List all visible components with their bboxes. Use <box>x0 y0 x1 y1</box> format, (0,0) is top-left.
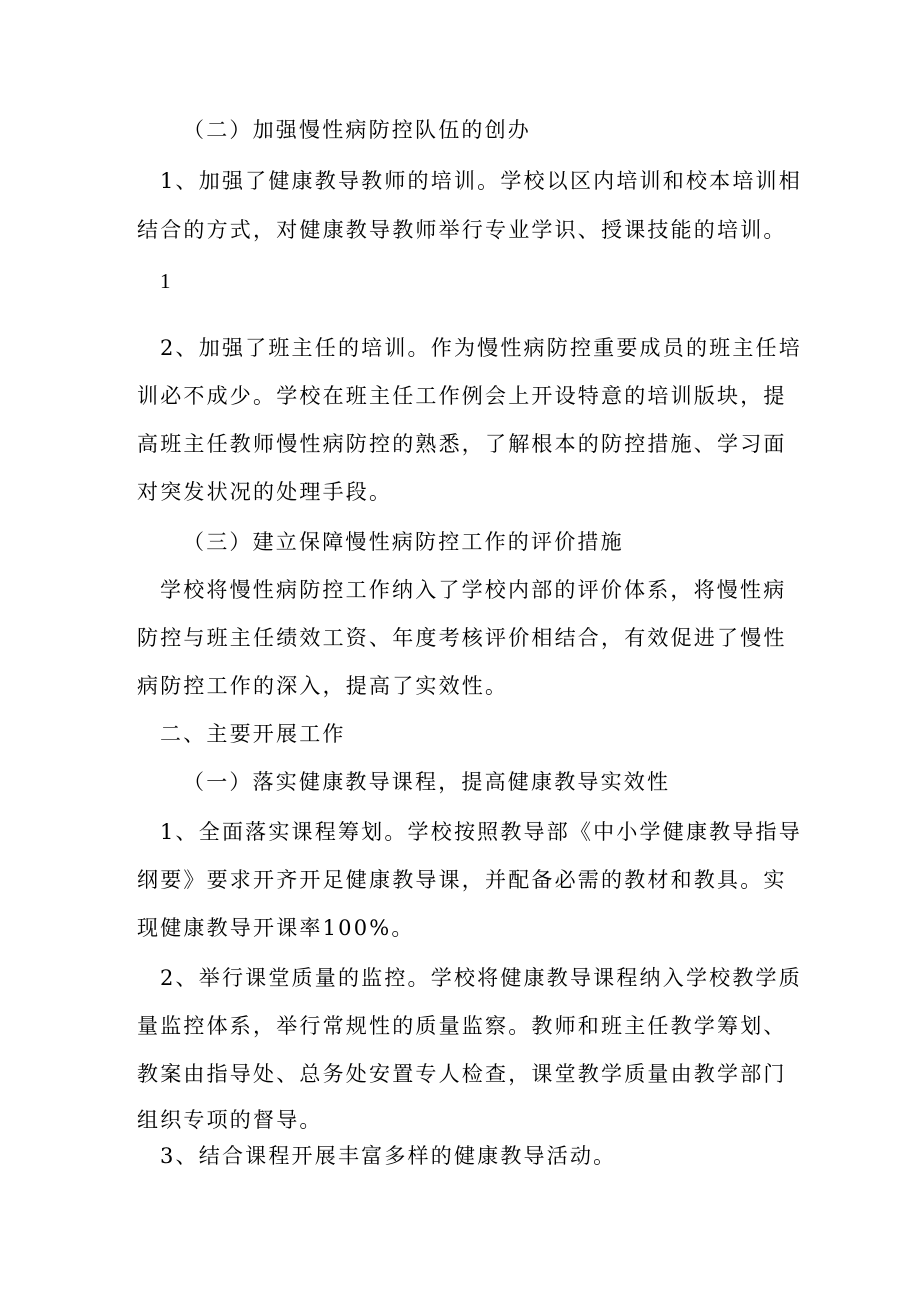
heading-team-building: （二）加强慢性病防控队伍的创办 <box>183 118 531 142</box>
paragraph-line: 学校将慢性病防控工作纳入了学校内部的评价体系，将慢性病 <box>160 578 787 602</box>
paragraph-line: 量监控体系，举行常规性的质量监察。教师和班主任教学筹划、 <box>137 1014 787 1038</box>
paragraph-line: 病防控工作的深入，提高了实效性。 <box>137 674 509 698</box>
paragraph-line: 2、加强了班主任的培训。作为慢性病防控重要成员的班主任培 <box>160 336 802 360</box>
heading-evaluation-measures: （三）建立保障慢性病防控工作的评价措施 <box>183 530 624 554</box>
paragraph-line: 防控与班主任绩效工资、年度考核评价相结合，有效促进了慢性 <box>137 626 787 650</box>
paragraph-line: 1、全面落实课程筹划。学校按照教导部《中小学健康教导指导 <box>160 820 802 844</box>
heading-main-work: 二、主要开展工作 <box>160 722 346 746</box>
paragraph-line: 3、结合课程开展丰富多样的健康教导活动。 <box>160 1144 617 1168</box>
page-number: 1 <box>160 269 171 293</box>
paragraph-line: 对突发状况的处理手段。 <box>137 480 393 504</box>
paragraph-line: 现健康教导开课率100%。 <box>137 916 415 940</box>
paragraph-line: 纲要》要求开齐开足健康教导课，并配备必需的教材和教具。实 <box>137 868 787 892</box>
paragraph-line: 教案由指导处、总务处安置专人检查，课堂教学质量由教学部门 <box>137 1062 787 1086</box>
heading-curriculum: （一）落实健康教导课程，提高健康教导实效性 <box>183 770 671 794</box>
paragraph-line: 训必不成少。学校在班主任工作例会上开设特意的培训版块，提 <box>137 384 787 408</box>
paragraph-line: 结合的方式，对健康教导教师举行专业学识、授课技能的培训。 <box>137 218 787 242</box>
paragraph-line: 高班主任教师慢性病防控的熟悉，了解根本的防控措施、学习面 <box>137 432 787 456</box>
paragraph-line: 组织专项的督导。 <box>137 1108 323 1132</box>
paragraph-line: 2、举行课堂质量的监控。学校将健康教导课程纳入学校教学质 <box>160 966 802 990</box>
paragraph-line: 1、加强了健康教导教师的培训。学校以区内培训和校本培训相 <box>160 169 802 193</box>
